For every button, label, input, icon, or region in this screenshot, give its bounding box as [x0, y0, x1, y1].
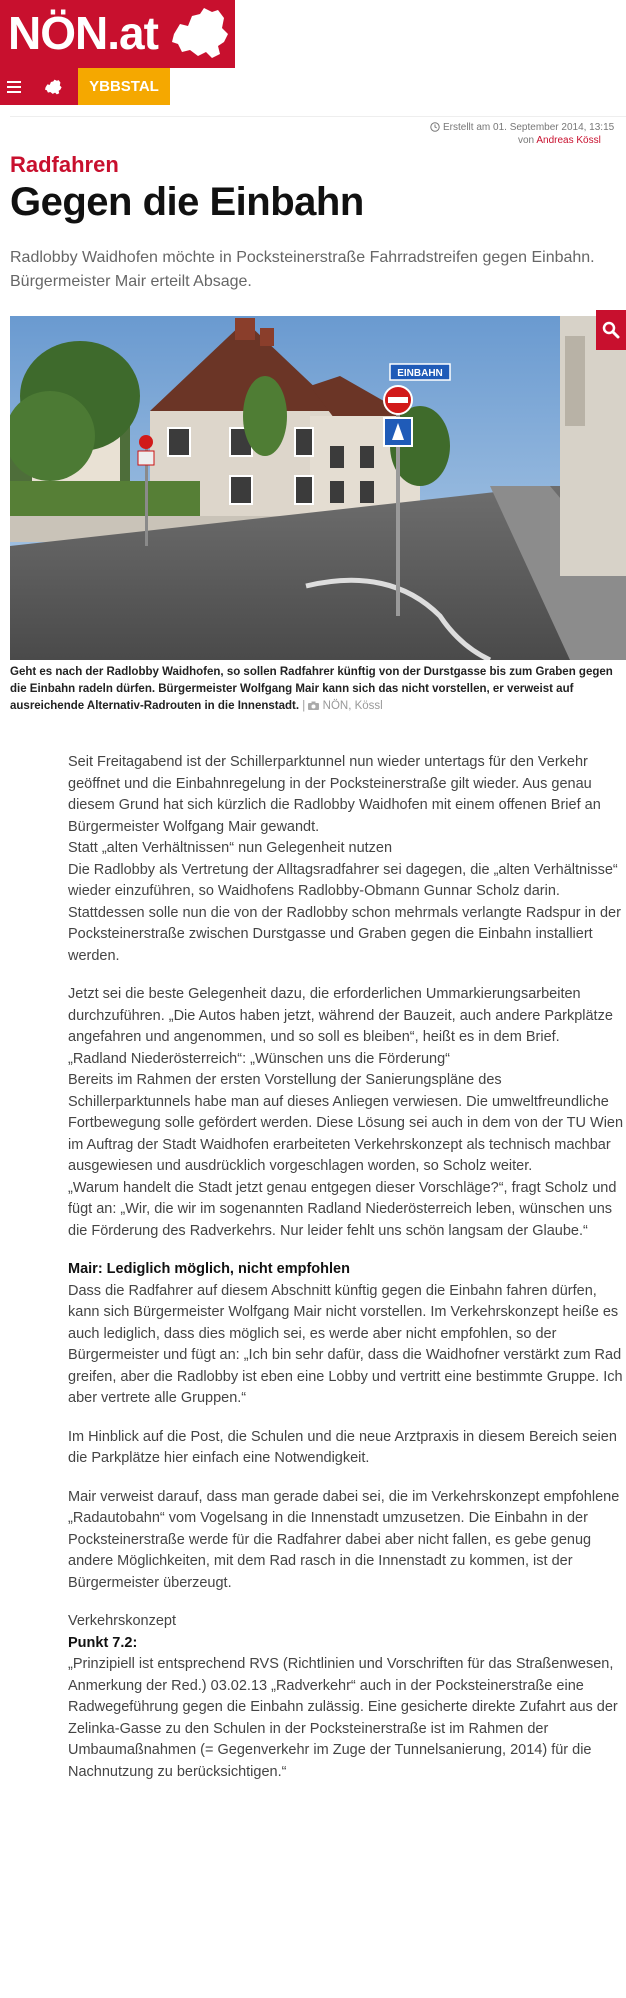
search-icon — [602, 321, 620, 339]
camera-icon — [308, 701, 319, 710]
info-box-text: „Prinzipiell ist entsprechend RVS (Richtlinien und Vorschriften für das Straßenwesen, Anmerkung der Red.) 03.02.13 „Radverkehr“ auch in der Pocksteinerstraße eine Radwegeführung gegen die Einbahn zulässig. Eine gesicherte direkte Zufahrt aus der Zelinka-Gasse zu den Schulen in der Pocksteinerstraße ist im Rahmen der Umbaumaßnahmen (= Gegenverkehr im Zuge der Tunnelsanierung, 2014) für die Nachnutzung zu berücksichtigen.“ — [68, 1656, 618, 1780]
main-nav — [0, 68, 170, 105]
einbahn-sign-text: EINBAHN — [397, 368, 443, 379]
inline-subhead: Statt „alten Verhältnissen“ nun Gelegenheit nutzen — [68, 840, 393, 856]
small-map-icon — [43, 79, 63, 95]
region-map-button[interactable] — [28, 68, 78, 105]
region-tab-ybbstal[interactable]: YBBSTAL — [78, 68, 170, 105]
paragraph — [68, 984, 626, 1242]
hamburger-icon — [7, 81, 21, 93]
inline-subhead: „Radland Niederösterreich“: „Wünschen uns die Förderung“ — [68, 1050, 451, 1067]
article-body — [68, 752, 626, 1800]
info-box-title: Verkehrskonzept — [68, 1613, 177, 1629]
section-subhead: Mair: Lediglich möglich, nicht empfohlen — [68, 1261, 350, 1277]
paragraph-text: Bereits im Rahmen der ersten Vorstellung der Sanierungspläne des Schillerparktunnels habe man auf dieses Anliegen verwiesen. Die umweltfreundliche Fortbewegung solle gefördert werden. Diese Lösung sei auch in dem von der TU Wien im Auftrag der Stadt Waidhofen erarbeiteten Verkehrskonzept als technisch machbar ausgewiesen und ausdrücklich vorgeschlagen worden, so Scholz weiter. — [68, 1072, 624, 1174]
paragraph-text: Seit Freitagabend ist der Schillerparktunnel nun wieder untertags für den Verkehr geöffnet und die Einbahnregelung in der Pocksteinerstraße gilt wieder. Aus genau diesem Grund hat sich kürzlich die Radlobby Waidhofen mit einem offenen Brief an Bürgermeister Wolfgang Mair gewandt. — [68, 754, 601, 835]
byline — [518, 135, 601, 146]
photo-caption — [10, 664, 622, 715]
paragraph — [68, 752, 626, 967]
street-scene-image — [10, 316, 626, 660]
photo-credit: | NÖN, Kössl — [302, 700, 383, 712]
photo-zoom-button[interactable] — [596, 310, 626, 350]
site-logo[interactable] — [0, 0, 235, 68]
article-photo[interactable] — [10, 316, 626, 660]
article-kicker: Radfahren — [10, 152, 119, 177]
article-lead: Radlobby Waidhofen möchte in Pocksteinerstraße Fahrradstreifen gegen Einbahn. Bürgermeister Mair erteilt Absage. — [10, 249, 595, 290]
paragraph: Mair verweist darauf, dass man gerade dabei sei, die im Verkehrskonzept empfohlene „Radautobahn“ vom Vogelsang in die Innenstadt umzusetzen. Die Einbahn in der Pocksteinerstraße werde für die Radfahrer dabei aber nicht fallen, es gebe genug andere Möglichkeiten, mit dem Rad rasch in die Innenstadt zu kommen, ist der Bürgermeister überzeugt. — [68, 1488, 620, 1591]
created-date — [430, 122, 614, 133]
header-divider — [10, 116, 626, 117]
info-box-point: Punkt 7.2: — [68, 1634, 138, 1651]
paragraph-text: Jetzt sei die beste Gelegenheit dazu, die erforderlichen Ummarkierungsarbeiten durchzuführen. „Die Autos haben jetzt, während der Bauzeit, auch andere Parkplätze angefahren und angenommen, und so soll es bleiben“, heißt es in dem Brief. — [68, 986, 613, 1045]
info-box — [68, 1611, 626, 1783]
photo-credit-text: NÖN, Kössl — [322, 700, 383, 712]
article-title: Gegen die Einbahn — [10, 180, 364, 224]
created-text: Erstellt am 01. September 2014, 13:15 — [443, 122, 615, 133]
menu-button[interactable] — [0, 68, 28, 105]
paragraph: Im Hinblick auf die Post, die Schulen und die neue Arztpraxis in diesem Bereich seien die Parkplätze hier einfach eine Notwendigkeit. — [68, 1428, 617, 1466]
caption-text: Geht es nach der Radlobby Waidhofen, so sollen Radfahrer künftig von der Durstgasse bis zum Graben gegen die Einbahn radeln dürfen. Bürgermeister Wolfgang Mair kann sich das nicht vorstellen, er verweist auf ausreichende Alternativ-Radrouten in die Innenstadt. — [10, 666, 613, 712]
author-link[interactable]: Andreas Kössl — [536, 135, 601, 146]
paragraph-text: Die Radlobby als Vertretung der Alltagsradfahrer sei dagegen, die „alten Verhältnisse“ wieder einzuführen, so Waidhofens Radlobby-Obmann Gunnar Scholz darin. Stattdessen solle nun die von der Radlobby schon mehrmals verlangte Radspur in der Pocksteinerstraße zwischen Durstgasse und Graben gegen die Einbahn installiert werden. — [68, 861, 621, 964]
paragraph-text: Dass die Radfahrer auf diesem Abschnitt künftig gegen die Einbahn fahren dürfen, kann sich Bürgermeister Wolfgang Mair nicht vorstellen. Im Verkehrskonzept heiße es auch lediglich, dass dies möglich sei, es werde aber nicht empfohlen, so der Bürgermeister und fügt an: „Ich bin sehr dafür, dass die Waidhofner verstärkt zum Rad greifen, aber die Radlobby ist eben eine Lobby und vertritt eine bestimmte Gruppe. Ich aber vertrete alle Gruppen.“ — [68, 1282, 623, 1406]
paragraph-text: „Warum handelt die Stadt jetzt genau entgegen dieser Vorschläge?“, fragt Scholz und fügt an: „Wir, die wir im sogenannten Radland Niederösterreich leben, wünschen uns die Förderung des Radverkehrs. Nur leider fehlt uns schön langsam der Glaube.“ — [68, 1179, 617, 1239]
logo-text: NÖN.at — [8, 7, 158, 59]
clock-icon — [430, 122, 440, 132]
paragraph — [68, 1259, 626, 1410]
byline-prefix: von — [518, 135, 535, 146]
lower-austria-map-icon — [168, 6, 230, 60]
